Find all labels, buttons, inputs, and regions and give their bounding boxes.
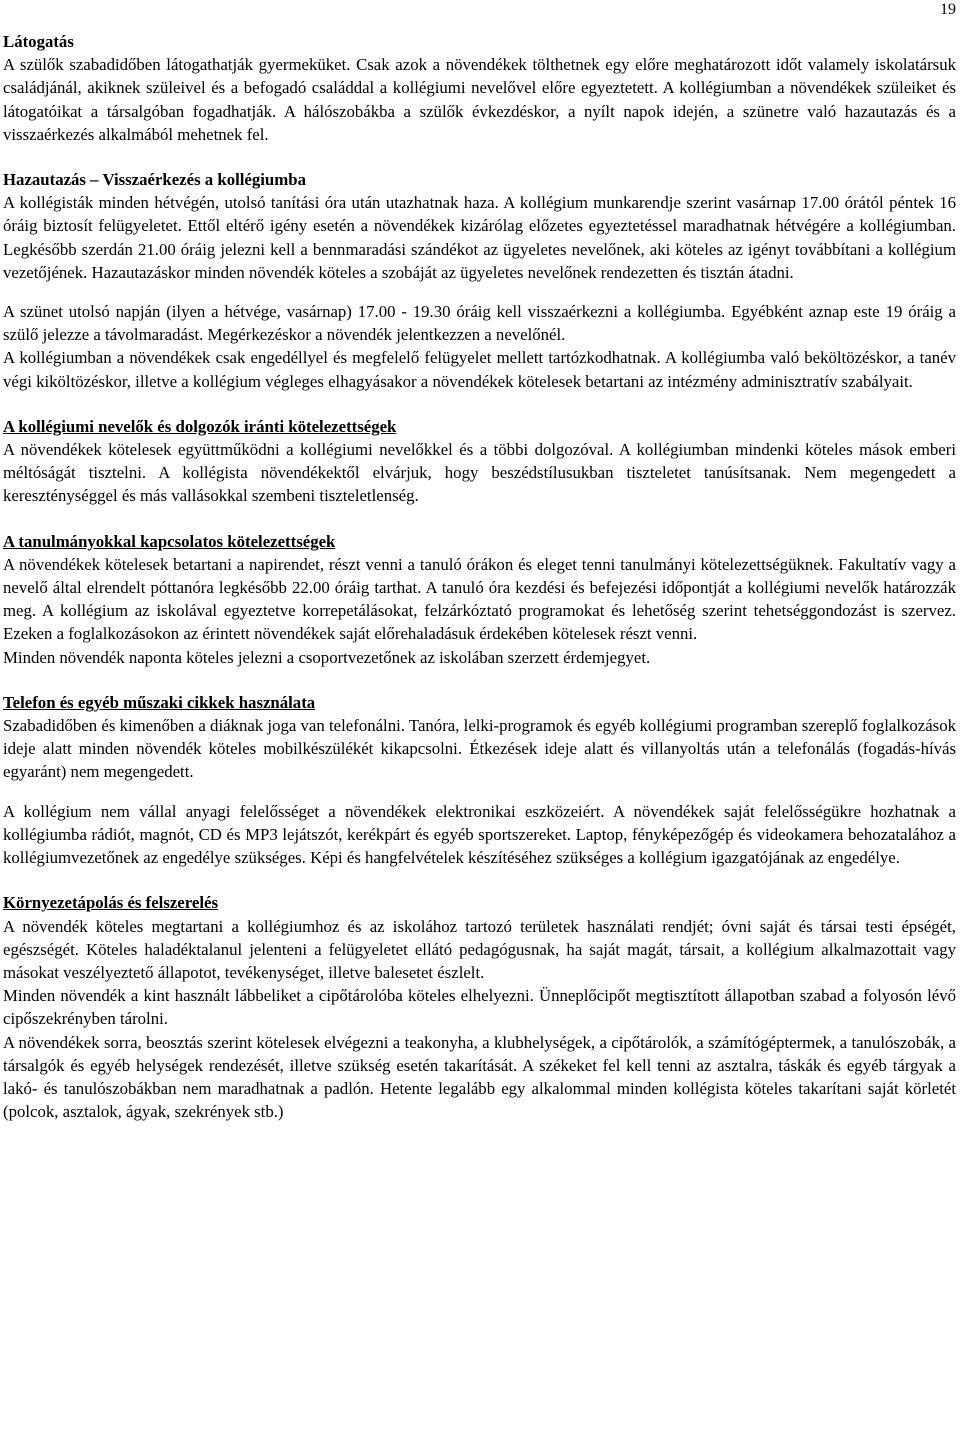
- paragraph: A kollégisták minden hétvégén, utolsó tanítási óra után utazhatnak haza. A kollégium munkarendje szerint vasárnap 17.00 órától péntek 16 óráig biztosít felügyeletet. Ettől eltérő igény esetén a növendékek kizárólag előzetes egyeztetéssel maradhatnak hétvégére a kollégiumban. Legkésőbb szerdán 21.00 óráig jelezni kell a bennmaradási szándékot az ügyeletes nevelőnek, aki köteles az igényt továbbítani a kollégium vezetőjének. Hazautazáskor minden növendék köteles a szobáját az ügyeletes nevelőnek rendezetten és tisztán átadni.: [3, 193, 956, 282]
- section-staff: [3, 415, 956, 508]
- section-heading-travel: Hazautazás – Visszaérkezés a kollégiumba: [3, 170, 306, 190]
- section-travel: [3, 168, 956, 393]
- paragraph: Szabadidőben és kimenőben a diáknak joga van telefonálni. Tanóra, lelki-programok és egyéb kollégiumi programban szereplő foglalkozások ideje alatt minden növendék köteles mobilkészülékét kikapcsolni. Étkezések ideje alatt és villanyoltás után a telefonálás (fogadás-hívás egyaránt) nem megengedett.: [3, 716, 956, 782]
- paragraph: Minden növendék naponta köteles jelezni a csoportvezetőnek az iskolában szerzett érdemjegyet.: [3, 647, 651, 667]
- paragraph: Minden növendék a kint használt lábbeliket a cipőtárolóba köteles elhelyezni. Ünneplőcipőt megtisztított állapotban szabad a folyosón lévő cipőszekrényben tárolni.: [3, 986, 956, 1029]
- spacer: [3, 784, 956, 800]
- paragraph: A szülők szabadidőben látogathatják gyermeküket. Csak azok a növendékek tölthetnek egy előre meghatározott időt valamely iskolatársuk családjánál, akiknek szüleivel és a befogadó családdal a kollégiumi nevelővel előre egyeztetett. A kollégiumban a növendékek szüleiket és látogatóikat a társalgóban fogadhatják. A hálószobákba a szülők évkezdéskor, a nyílt napok idején, a szünetre való hazautazás és a visszaérkezés alkalmából mehetnek fel.: [3, 55, 956, 144]
- section-studies: [3, 530, 956, 669]
- section-heading-environment: Környezetápolás és felszerelés: [3, 893, 218, 913]
- page-number: 19: [940, 1, 956, 18]
- paragraph: A szünet utolsó napján (ilyen a hétvége, vasárnap) 17.00 - 19.30 óráig kell visszaérkezni a kollégiumba. Egyébként aznap este 19 óráig a szülő jelezze a távolmaradást. Megérkezéskor a növendék jelentkezzen a nevelőnél.: [3, 302, 956, 345]
- paragraph: A kollégium nem vállal anyagi felelősséget a növendékek elektronikai eszközeiért. A növendékek saját felelősségükre hozhatnak a kollégiumba rádiót, magnót, CD és MP3 lejátszót, kerékpárt és egyéb sportszereket. Laptop, fényképezőgép és videokamera behozatalához a kollégiumvezetőnek az engedélye szükséges. Képi és hangfelvételek készítéséhez szükséges a kollégium igazgatójának az engedélye.: [3, 801, 956, 868]
- spacer: [3, 146, 956, 168]
- section-phones: [3, 691, 956, 869]
- spacer: [3, 869, 956, 891]
- paragraph: A növendékek kötelesek betartani a napirendet, részt venni a tanuló órákon és eleget tenni tanulmányi kötelezettségüknek. Fakultatív vagy a nevelő által elrendelt póttanóra legkésőbb 22.00 óráig tarthat. A tanuló óra kezdési és befejezési időpontját a kollégiumi nevelők határozzák meg. A kollégium az iskolával egyeztetve korrepetálásokat, felzárkóztató programokat és lehetőség szerint tehetséggondozást is szervez. Ezeken a foglalkozásokon az érintett növendékek saját előrehaladásuk érdekében kötelesek részt venni.: [3, 554, 956, 644]
- spacer: [3, 669, 956, 691]
- paragraph: A növendék köteles megtartani a kollégiumhoz és az iskolához tartozó területek használati rendjét; óvni saját és társai testi épségét, egészségét. Köteles haladéktalanul jelenteni a felügyeletet ellátó pedagógusnak, ha saját magát, társait, a kollégium alkalmazottait vagy másokat veszélyeztető állapotot, tevékenységet, illetve balesetet észlelt.: [3, 916, 956, 982]
- paragraph: A kollégiumban a növendékek csak engedéllyel és megfelelő felügyelet mellett tartózkodhatnak. A kollégiumba való beköltözéskor, a tanév végi kiköltözéskor, illetve a kollégium végleges elhagyásakor a növendékek kötelesek betartani az intézmény adminisztratív szabályait.: [3, 348, 956, 391]
- section-visits: [3, 30, 956, 146]
- section-environment: [3, 891, 956, 1123]
- paragraph: A növendékek sorra, beosztás szerint kötelesek elvégezni a teakonyha, a klubhelységek, a cipőtárolók, a számítógéptermek, a tanulószobák, a társalgók és egyéb helységek rendezését, illetve szükség esetén takarítását. A székeket fel kell tenni az asztalra, táskák és egyéb tárgyak a lakó- és tanulószobákban nem maradhatnak a padlón. Hetente legalább egy alkalommal minden kollégista köteles takarítani saját körletét (polcok, asztalok, ágyak, szekrények stb.): [3, 1032, 956, 1122]
- section-heading-staff: A kollégiumi nevelők és dolgozók iránti kötelezettségek: [3, 416, 397, 436]
- section-heading-visits: Látogatás: [3, 32, 74, 51]
- section-heading-phones: Telefon és egyéb műszaki cikkek használata: [3, 692, 316, 712]
- section-heading-studies: A tanulmányokkal kapcsolatos kötelezettségek: [3, 531, 336, 551]
- spacer: [3, 284, 956, 300]
- document-body: [3, 30, 956, 1123]
- spacer: [3, 508, 956, 530]
- paragraph: A növendékek kötelesek együttműködni a kollégiumi nevelőkkel és a többi dolgozóval. A kollégiumban mindenki köteles mások emberi méltóságát tisztelni. A kollégista növendékektől elvárjuk, hogy beszédstílusukban tiszteletet tanúsítsanak. Nem megengedett a kereszténységgel és más vallásokkal szembeni tiszteletlenség.: [3, 440, 956, 506]
- spacer: [3, 393, 956, 415]
